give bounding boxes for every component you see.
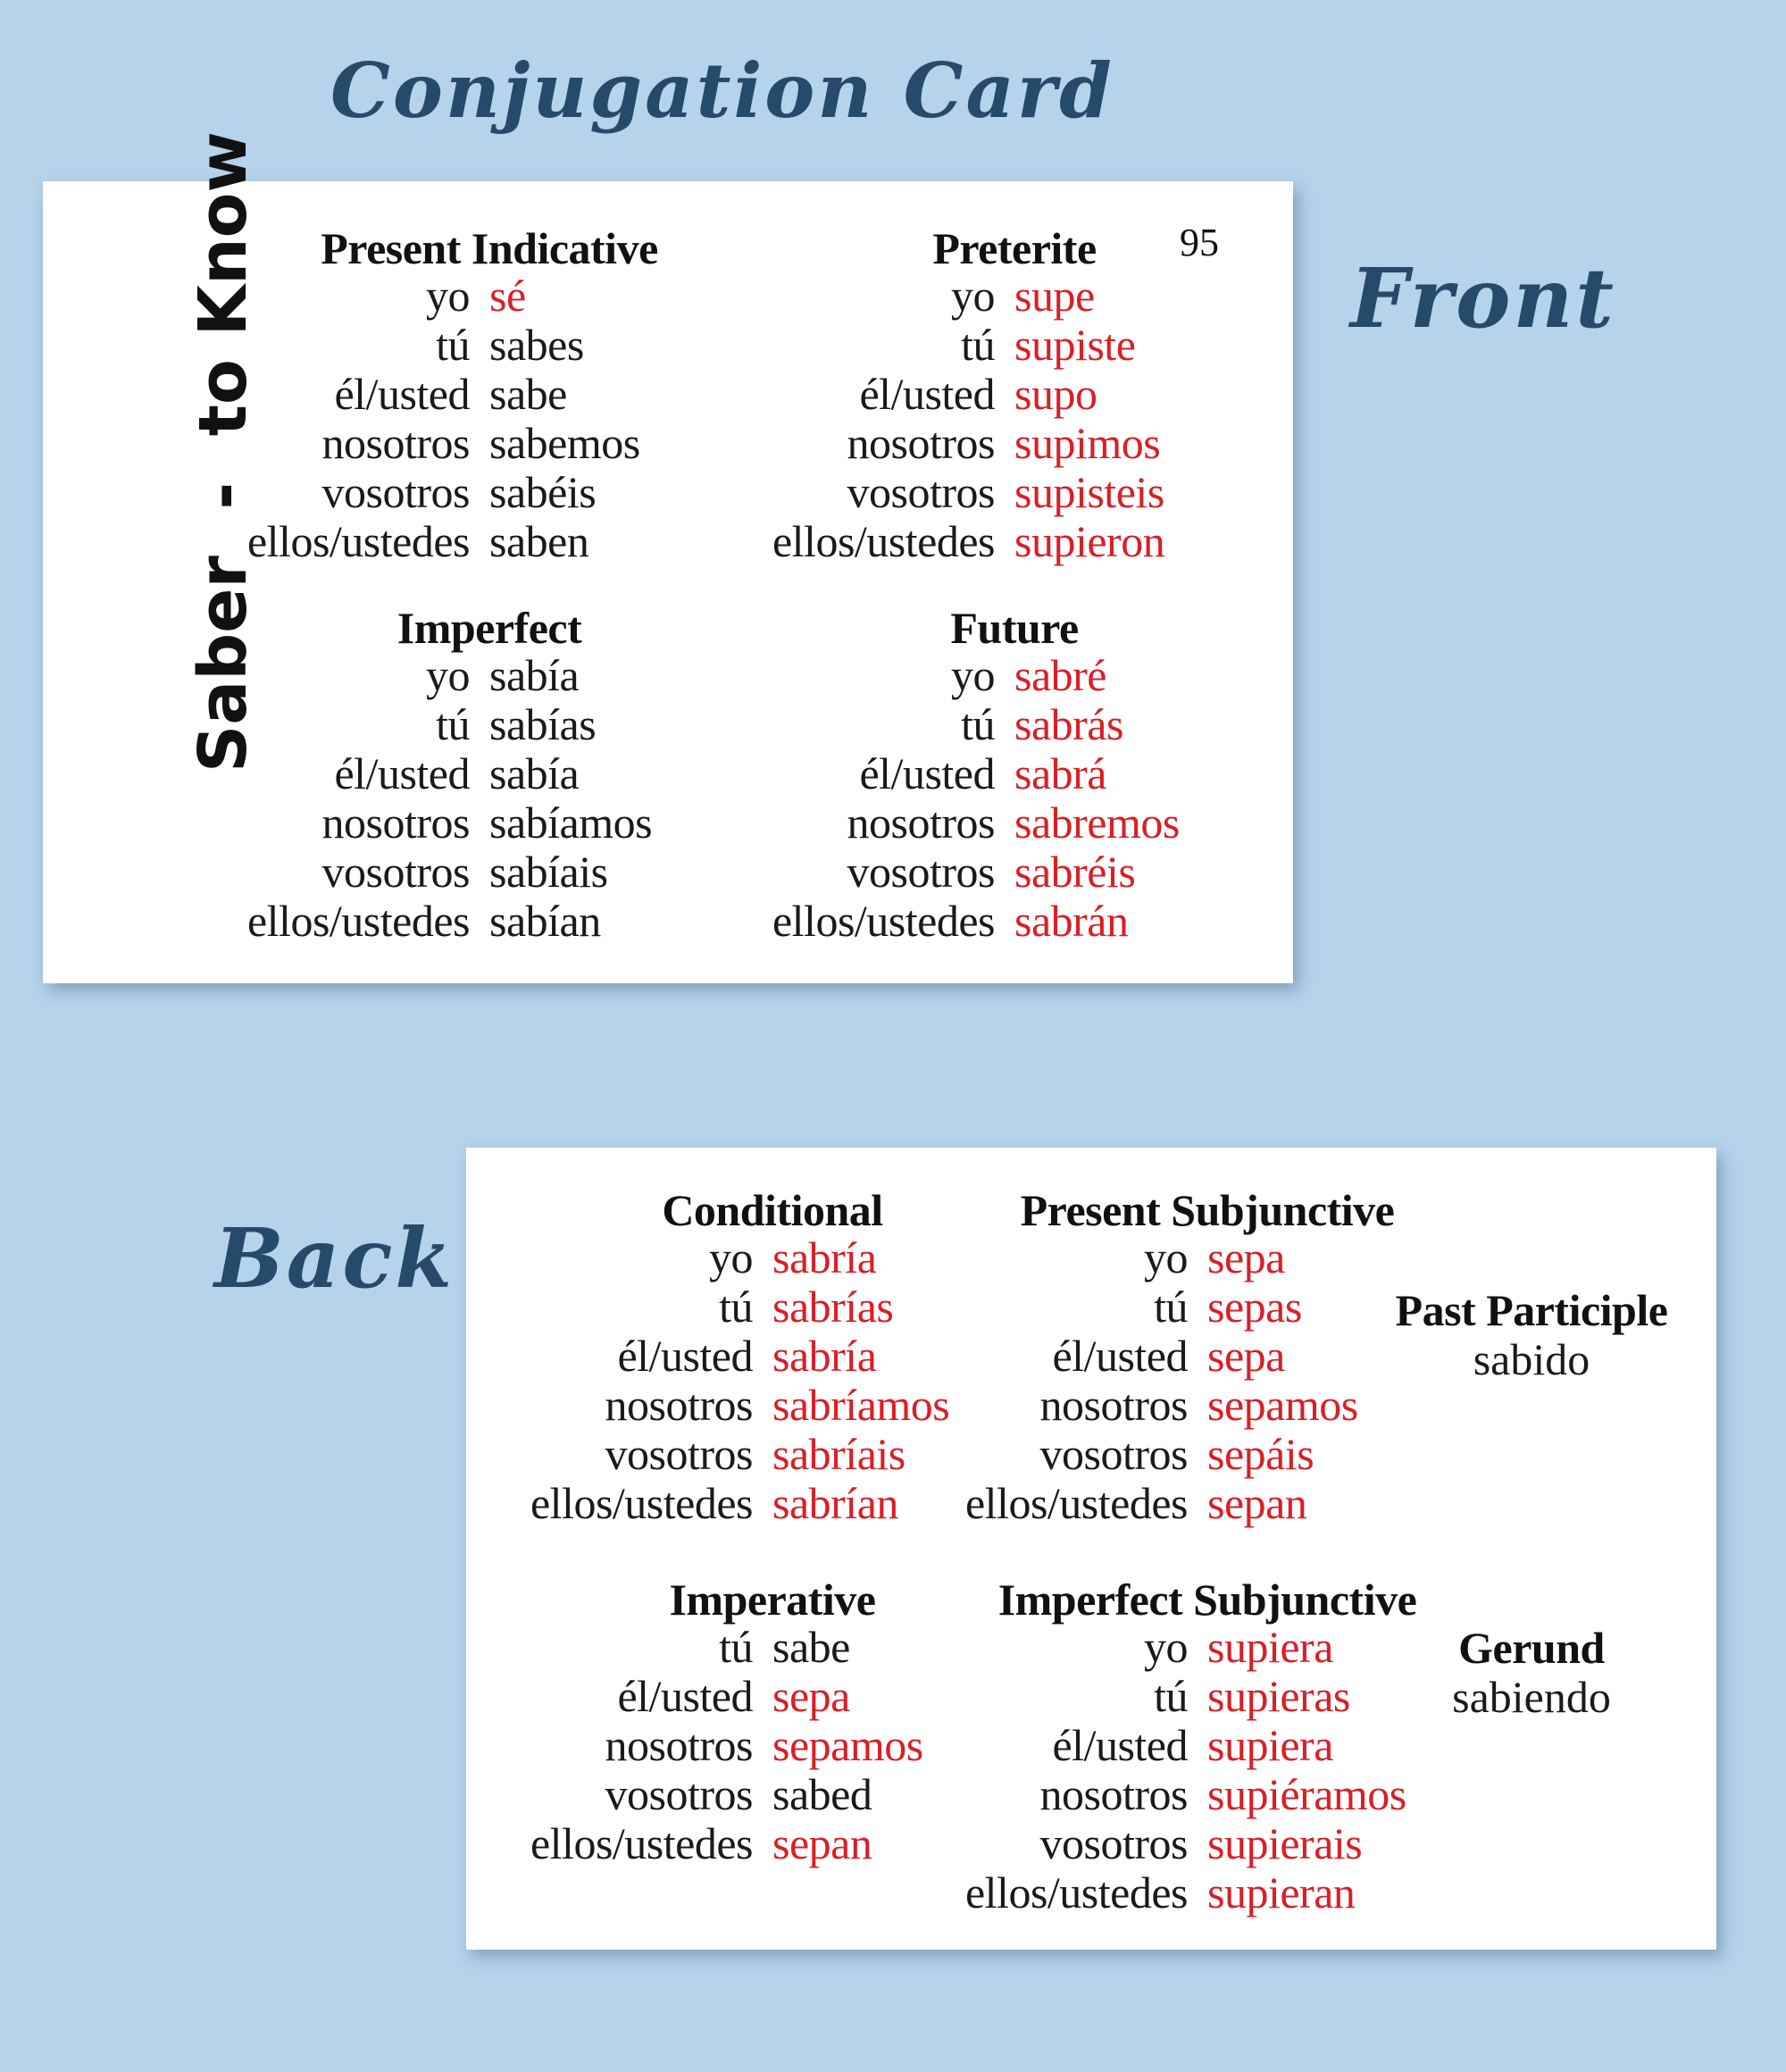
irregular-verb-form: sabríamos	[772, 1380, 950, 1430]
back-card	[466, 1148, 1716, 1950]
pronoun: tú	[961, 320, 995, 370]
irregular-verb-form: sabré	[1014, 650, 1106, 700]
pronoun: nosotros	[847, 418, 995, 468]
tense-title: Preterite	[932, 223, 1097, 273]
pronoun: ellos/ustedes	[530, 1818, 753, 1868]
regular-verb-form: sabed	[772, 1769, 872, 1819]
tense-title: Imperfect	[396, 603, 582, 653]
pronoun: vosotros	[321, 467, 470, 517]
pronoun: él/usted	[334, 748, 470, 798]
pronoun: tú	[719, 1622, 753, 1672]
irregular-verb-form: sepa	[1207, 1232, 1285, 1282]
irregular-verb-form: sabrá	[1014, 748, 1106, 798]
irregular-verb-form: supieron	[1014, 516, 1165, 566]
irregular-verb-form: sepan	[1207, 1478, 1307, 1528]
irregular-verb-form: supierais	[1207, 1818, 1363, 1868]
irregular-verb-form: sepa	[1207, 1331, 1285, 1381]
gerund-value: sabiendo	[1452, 1672, 1611, 1722]
pronoun: yo	[709, 1232, 753, 1282]
pronoun: yo	[1144, 1232, 1188, 1282]
irregular-verb-form: supisteis	[1014, 467, 1164, 517]
pronoun: nosotros	[847, 798, 995, 848]
pronoun: él/usted	[1052, 1331, 1188, 1381]
pronoun: ellos/ustedes	[246, 516, 470, 566]
pronoun: yo	[951, 650, 995, 700]
irregular-verb-form: sepamos	[772, 1720, 923, 1770]
verb-title: Saber - to Know	[185, 131, 262, 773]
irregular-verb-form: sepa	[772, 1671, 850, 1721]
irregular-verb-form: supiste	[1014, 320, 1136, 370]
pronoun: vosotros	[605, 1429, 753, 1479]
regular-verb-form: sabéis	[489, 467, 597, 517]
tense-title: Future	[950, 603, 1079, 653]
pronoun: tú	[436, 699, 470, 749]
irregular-verb-form: sabríais	[772, 1429, 906, 1479]
regular-verb-form: sabes	[489, 320, 584, 370]
pronoun: yo	[951, 271, 995, 321]
front-label: Front	[1350, 250, 1616, 347]
irregular-verb-form: supimos	[1014, 418, 1161, 468]
irregular-verb-form: sabría	[772, 1331, 877, 1381]
pronoun: vosotros	[847, 847, 995, 897]
pronoun: yo	[426, 271, 470, 321]
pronoun: ellos/ustedes	[246, 896, 470, 946]
pronoun: él/usted	[859, 748, 995, 798]
irregular-verb-form: supo	[1014, 369, 1097, 419]
tense-title: Conditional	[662, 1185, 883, 1235]
irregular-verb-form: supiéramos	[1207, 1769, 1406, 1819]
pronoun: nosotros	[1039, 1380, 1188, 1430]
irregular-verb-form: sabrán	[1014, 896, 1129, 946]
irregular-verb-form: supiera	[1207, 1622, 1333, 1672]
pronoun: él/usted	[617, 1331, 753, 1381]
past-participle-value: sabido	[1473, 1334, 1590, 1384]
regular-verb-form: saben	[489, 516, 589, 566]
irregular-verb-form: sepamos	[1207, 1380, 1358, 1430]
pronoun: ellos/ustedes	[964, 1478, 1188, 1528]
tense-title: Present Indicative	[321, 223, 658, 273]
irregular-verb-form: supiera	[1207, 1720, 1333, 1770]
regular-verb-form: sabía	[489, 650, 580, 700]
pronoun: tú	[1154, 1671, 1188, 1721]
pronoun: nosotros	[605, 1380, 753, 1430]
irregular-verb-form: sé	[489, 271, 526, 321]
pronoun: él/usted	[334, 369, 470, 419]
front-card	[43, 131, 1293, 983]
pronoun: vosotros	[321, 847, 470, 897]
pronoun: nosotros	[1039, 1769, 1188, 1819]
back-label: Back	[214, 1210, 455, 1307]
irregular-verb-form: sabremos	[1014, 798, 1180, 848]
page-title: Conjugation Card	[330, 46, 1114, 135]
pronoun: ellos/ustedes	[964, 1867, 1188, 1917]
pronoun: vosotros	[1039, 1818, 1188, 1868]
irregular-verb-form: sabrían	[772, 1478, 898, 1528]
regular-verb-form: sabían	[489, 896, 601, 946]
pronoun: tú	[719, 1282, 753, 1332]
regular-verb-form: sabe	[489, 369, 567, 419]
past-participle-title: Past Participle	[1395, 1285, 1668, 1335]
irregular-verb-form: supieran	[1207, 1867, 1356, 1917]
pronoun: vosotros	[1039, 1429, 1188, 1479]
tense-title: Imperative	[669, 1575, 876, 1625]
irregular-verb-form: sepas	[1207, 1282, 1302, 1332]
pronoun: él/usted	[617, 1671, 753, 1721]
pronoun: tú	[436, 320, 470, 370]
pronoun: vosotros	[605, 1769, 753, 1819]
regular-verb-form: sabe	[772, 1622, 850, 1672]
pronoun: él/usted	[859, 369, 995, 419]
irregular-verb-form: supieras	[1207, 1671, 1350, 1721]
tense-title: Imperfect Subjunctive	[997, 1575, 1417, 1625]
pronoun: él/usted	[1052, 1720, 1188, 1770]
tense-title: Present Subjunctive	[1020, 1185, 1395, 1235]
irregular-verb-form: sepáis	[1207, 1429, 1314, 1479]
pronoun: nosotros	[321, 798, 470, 848]
regular-verb-form: sabemos	[489, 418, 640, 468]
pronoun: yo	[1144, 1622, 1188, 1672]
irregular-verb-form: sepan	[772, 1818, 872, 1868]
irregular-verb-form: sabría	[772, 1232, 877, 1282]
irregular-verb-form: sabrías	[772, 1282, 894, 1332]
pronoun: vosotros	[847, 467, 995, 517]
pronoun: ellos/ustedes	[772, 516, 995, 566]
pronoun: nosotros	[605, 1720, 753, 1770]
irregular-verb-form: sabréis	[1014, 847, 1136, 897]
gerund-title: Gerund	[1458, 1623, 1605, 1673]
irregular-verb-form: sabrás	[1014, 699, 1123, 749]
pronoun: ellos/ustedes	[530, 1478, 753, 1528]
card-number: 95	[1180, 221, 1219, 264]
regular-verb-form: sabía	[489, 748, 580, 798]
regular-verb-form: sabíais	[489, 847, 608, 897]
pronoun: tú	[1154, 1282, 1188, 1332]
regular-verb-form: sabíamos	[489, 798, 653, 848]
pronoun: ellos/ustedes	[772, 896, 995, 946]
pronoun: yo	[426, 650, 470, 700]
regular-verb-form: sabías	[489, 699, 597, 749]
irregular-verb-form: supe	[1014, 271, 1095, 321]
pronoun: nosotros	[321, 418, 470, 468]
pronoun: tú	[961, 699, 995, 749]
